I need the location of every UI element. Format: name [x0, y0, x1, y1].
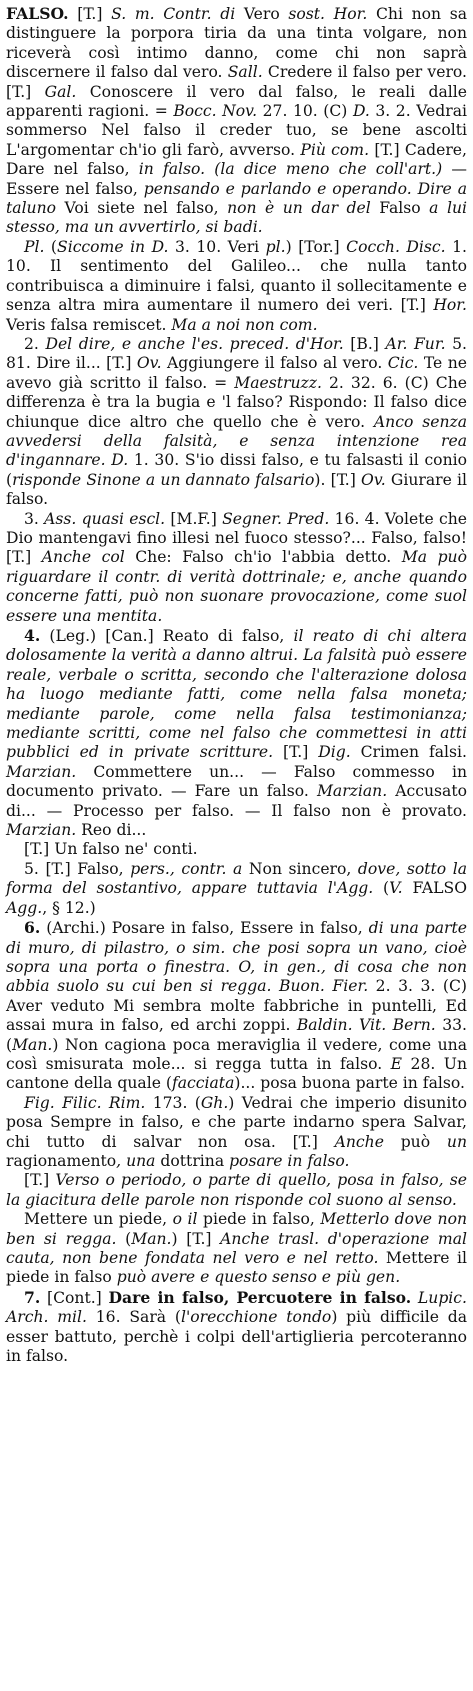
text-segment: Non sincero, — [242, 859, 358, 878]
italic-segment: Bocc. Nov. — [173, 102, 258, 121]
italic-segment: Del dire, e anche l'es. preced. d'Hor. — [45, 334, 344, 353]
text-segment: Vero — [235, 5, 289, 23]
text-segment: 2. 32. 6. (C) Che differenza è tra la bugia e 'l falso? Rispondo: Il falso dice chiunque dice altro che quello che è vero. — [6, 373, 467, 431]
text-segment: [T.] — [68, 5, 112, 23]
text-segment: 173. ( — [145, 1093, 201, 1112]
text-segment: ragionamento — [6, 1151, 117, 1170]
text-segment: 3. — [24, 509, 45, 528]
text-segment: FALSO — [402, 879, 467, 898]
italic-segment: Gal. — [44, 82, 77, 101]
entry-paragraph-p7 — [6, 918, 467, 1094]
italic-segment: Marzian. — [6, 762, 77, 781]
entry-paragraph-p11 — [6, 1288, 467, 1367]
italic-segment: posare in falso. — [229, 1151, 350, 1170]
text-segment: Veris falsa remiscet. — [6, 315, 172, 334]
italic-segment: Segner. Pred. — [222, 509, 330, 528]
text-segment: ). [T.] — [314, 470, 362, 489]
text-segment — [411, 1289, 418, 1307]
text-segment: [Cont.] — [40, 1288, 109, 1307]
entry-paragraph-p6 — [6, 860, 467, 918]
italic-segment: Anco senza avvedersi della falsità, e senza intenzione rea d'ingannare. D. — [6, 412, 468, 470]
entry-paragraph-p0 — [6, 4, 467, 238]
italic-segment: a lui stesso, ma un avvertirlo, si badi. — [6, 199, 467, 237]
text-segment: ( — [44, 237, 58, 256]
text-segment: ) Vedrai che imperio disunito posa Sempre in falso, e che parte indarno spera Salvar, chi tutto di salvar non osa. [T.] — [6, 1093, 467, 1151]
italic-segment: Maestruzz. — [234, 373, 322, 392]
italic-segment: Dig. — [318, 743, 351, 762]
text-segment: 5. [T.] Falso, — [24, 859, 131, 878]
italic-segment: Pl. — [24, 237, 45, 256]
text-segment: 1. 30. S'io dissi falso, e tu falsasti il conio ( — [6, 451, 467, 489]
bold-segment: 7. — [24, 1287, 41, 1307]
entry-paragraph-p2 — [6, 335, 467, 510]
text-segment: Crimen falsi. — [350, 743, 467, 762]
entry-paragraph-p4 — [6, 626, 467, 840]
italic-segment: E — [390, 1054, 403, 1073]
text-segment: )... posa buona parte in falso. — [234, 1074, 465, 1093]
entry-paragraph-p1 — [6, 238, 467, 335]
italic-segment: Cic. — [387, 354, 419, 373]
text-segment: Accusato di... — Processo per falso. — Il falso non è provato. — [6, 782, 467, 820]
text-segment: — Essere nel falso, — [6, 160, 468, 198]
italic-segment: Fig. Filic. Rim. — [24, 1093, 146, 1112]
text-segment: 3. 2. Vedrai sommerso Nel falso il creder tuo, se bene ascolti L'argomentar ch'io gli farò, avverso. — [6, 102, 467, 159]
italic-segment: pensando e parlando e operando. Dire a taluno — [6, 179, 467, 218]
text-segment: ( — [373, 879, 390, 898]
italic-segment: Baldin. Vit. Bern. — [296, 1016, 436, 1035]
entry-paragraph-p9 — [6, 1171, 467, 1210]
italic-segment: Anche trasl. d'operazione mal cauta, non bene fondata nel vero e nel retto. — [6, 1229, 468, 1267]
italic-segment: Cocch. Disc. — [346, 237, 446, 256]
italic-segment: in falso. (la dice meno che coll'art.) — [138, 160, 443, 179]
italic-segment: o il — [172, 1210, 198, 1229]
text-segment: ) [T.] — [171, 1229, 221, 1248]
italic-segment: può avere e questo senso e più gen. — [116, 1268, 401, 1287]
text-segment: [B.] — [343, 334, 386, 353]
italic-segment: sost. Hor. — [288, 5, 368, 23]
italic-segment: , una — [116, 1151, 156, 1170]
text-segment: Conoscere il vero dal falso, le reali dalle apparenti ragioni. = — [6, 82, 467, 121]
text-segment: ( — [116, 1229, 132, 1248]
text-segment: 1. 10. Il sentimento del Galileo... che nulla tanto contribuisca a diminuire i falsi, quanto il sollecitamente e senza altra mira aumentare il numero dei veri. [T.] — [6, 237, 467, 315]
text-segment: 27. 10. (C) — [257, 102, 353, 121]
text-segment: 33. ( — [6, 1016, 467, 1054]
text-segment: (Leg.) [Can.] Reato di falso, — [40, 627, 294, 645]
text-segment: 16. 4. Volete che Dio mantengavi fino illesi nel fuoco stesso?... Falso, falso! [T.] — [6, 509, 468, 567]
italic-segment: Man. — [12, 1035, 53, 1054]
italic-segment: dove, sotto la forma del sostantivo, appare tuttavia l'Agg. — [6, 859, 468, 898]
text-segment: Mettere un piede, — [24, 1210, 173, 1229]
text-segment: piede in falso, — [197, 1210, 321, 1229]
italic-segment: pl. — [265, 237, 286, 256]
text-segment: Chi non sa distinguere la porpora tiria da una tinta volgare, non riceverà così intimo danno, come chi non saprà discernere il falso dal vero. — [6, 5, 467, 82]
text-segment: Reo di... — [76, 821, 147, 840]
italic-segment: Ma a noi non com. — [171, 315, 318, 334]
text-segment: 16. Sarà ( — [86, 1308, 181, 1327]
bold-segment: Dare in falso, Percuotere in falso. — [108, 1287, 412, 1307]
text-segment: dottrina — [155, 1151, 230, 1170]
text-segment: 5. 81. Dire il... [T.] — [6, 334, 467, 373]
italic-segment: Più com. — [300, 140, 370, 159]
dictionary-entry-falso — [6, 4, 467, 1366]
italic-segment: un — [446, 1132, 467, 1151]
text-segment: [T.] — [273, 743, 319, 762]
italic-segment: facciata — [171, 1074, 235, 1093]
entry-paragraph-p5 — [6, 840, 467, 859]
text-segment: ) [Tor.] — [285, 237, 347, 256]
italic-segment: Ov. — [361, 470, 386, 489]
italic-segment: Lupic. Arch. mil. — [6, 1288, 467, 1327]
italic-segment: S. m. Contr. di — [111, 5, 236, 23]
italic-segment: Sall. — [227, 63, 263, 82]
italic-segment: Ov. — [136, 354, 162, 373]
italic-segment: Ma può riguardare il contr. di verità dottrinale; e, anche quando concerne fatti, può non suonare provocazione, come suol essere una mentita. — [6, 548, 467, 625]
italic-segment: non è un dar del — [227, 199, 371, 218]
italic-segment: Siccome in D. — [57, 237, 169, 256]
text-segment: [T.] — [24, 1171, 56, 1190]
text-segment: Credere il falso per vero. [T.] — [6, 63, 467, 101]
headword: FALSO. — [6, 4, 69, 23]
text-segment: [T.] Un falso ne' conti. — [24, 840, 198, 859]
text-segment: ) Non cagiona poca meraviglia il vedere, come una così smisurata mole... si regga tutta in falso. — [6, 1035, 467, 1073]
entry-paragraph-p10 — [6, 1210, 467, 1288]
text-segment: 2. 3. 3. (C) Aver veduto Mi sembra molte fabbriche in puntelli, Ed assai mura in falso, ed archi zoppi. — [6, 977, 467, 1035]
text-segment: 28. Un cantone della quale ( — [6, 1054, 467, 1093]
italic-segment: Anche — [334, 1132, 384, 1151]
italic-segment: Marzian. — [6, 821, 77, 840]
italic-segment: pers., contr. a — [130, 859, 243, 878]
italic-segment: Marzian. — [316, 782, 388, 801]
entry-paragraph-p3 — [6, 510, 467, 626]
text-segment: Aggiungere il falso al vero. — [161, 354, 388, 373]
text-segment: [T.] Cadere, Dare nel falso, — [6, 140, 467, 179]
italic-segment: di una parte di muro, di pilastro, o sim. che posi sopra un vano, cioè sopra una porta o finestra. O, in gen., di cosa che non abbia suolo su cui ben si regga. Buon. Fier. — [6, 919, 468, 996]
italic-segment: risponde Sinone a un dannato falsario — [12, 470, 315, 489]
text-segment: Voi siete nel falso, — [56, 199, 228, 218]
italic-segment: Gh. — [200, 1093, 229, 1112]
italic-segment: Verso o periodo, o parte di quello, posa in falso, se la giacitura delle parole non risponde col suono al senso. — [6, 1171, 467, 1209]
italic-segment: Hor. — [433, 296, 467, 315]
text-segment: [M.F.] — [165, 509, 223, 528]
text-segment: 3. 10. Veri — [168, 237, 266, 256]
text-segment: può — [383, 1132, 447, 1151]
text-segment: Commettere un... — Falso commesso in documento privato. — Fare un falso. — [6, 762, 467, 801]
bold-segment: 6. — [24, 918, 41, 938]
text-segment: Mettere il piede in falso — [6, 1249, 467, 1287]
italic-segment: l'orecchione tondo — [180, 1308, 332, 1327]
text-segment: 2. — [24, 334, 46, 353]
italic-segment: Man. — [131, 1229, 172, 1248]
text-segment: Giurare il falso. — [6, 470, 468, 509]
italic-segment: il reato di chi altera dolosamente la verità a danno altrui. La falsità può essere reale, verbale o scritta, secondo che l'alterazione dolosa ha luogo mediante fatti, come nella falsa moneta; mediante parole, come nella falsa testimonianza; mediante scritti, come nel falso che commettesi in atti pubblici ed in private scritture. — [6, 627, 468, 762]
italic-segment: V. — [389, 879, 403, 898]
text-segment: , § 12.) — [42, 898, 96, 917]
italic-segment: Metterlo dove non ben si regga. — [6, 1210, 467, 1248]
text-segment: (Archi.) Posare in falso, Essere in falso, — [40, 919, 369, 938]
text-segment: Che: Falso ch'io l'abbia detto. — [124, 548, 402, 567]
italic-segment: Ass. quasi escl. — [44, 509, 166, 528]
entry-paragraph-p8 — [6, 1094, 467, 1172]
bold-segment: 4. — [24, 626, 41, 645]
italic-segment: Agg. — [6, 898, 43, 917]
text-segment: ) più difficile da esser battuto, perchè i colpi dell'artiglieria percoteranno in falso. — [6, 1308, 468, 1366]
text-segment: Falso — [370, 199, 430, 218]
italic-segment: Ar. Fur. — [385, 334, 446, 353]
italic-segment: Anche col — [41, 548, 125, 567]
text-segment: Te ne avevo già scritto il falso. = — [6, 354, 467, 392]
italic-segment: D. — [352, 102, 370, 121]
